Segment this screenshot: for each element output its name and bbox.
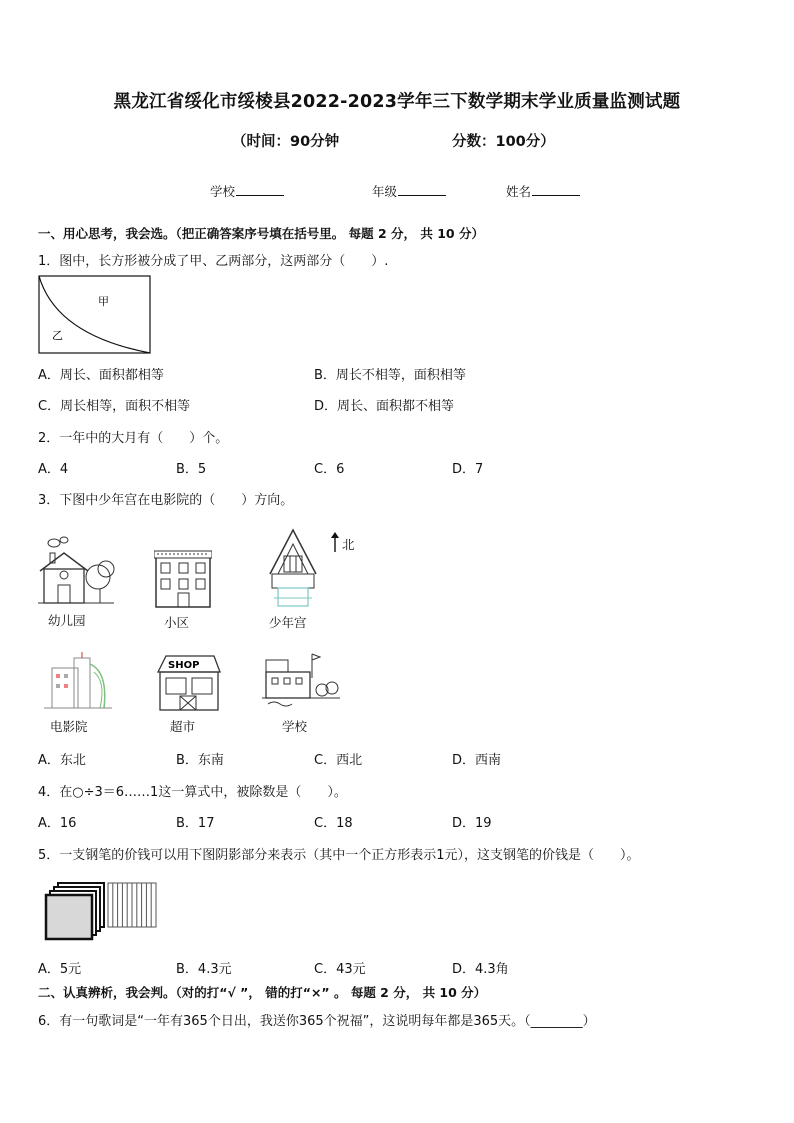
q5-option-b[interactable]: B．4.3元: [176, 962, 232, 977]
q5-option-c[interactable]: C．43元: [314, 962, 366, 977]
grade-label: 年级: [372, 184, 398, 199]
name-field: [506, 182, 580, 200]
q3-option-a[interactable]: A．东北: [38, 753, 86, 768]
school-icon: [262, 652, 340, 712]
q5-stem: 5．一支钢笔的价钱可以用下图阴影部分来表示（其中一个正方形表示1元），这支钢笔的价钱是（ ）。: [38, 848, 640, 863]
q4-stem: 4．在○÷3＝6……1这一算式中，被除数是（ ）。: [38, 785, 347, 800]
north-label: 北: [342, 537, 355, 552]
shop-sign: SHOP: [168, 660, 200, 671]
q1-option-d[interactable]: D．周长、面积都不相等: [314, 399, 455, 414]
school-field: [210, 182, 284, 200]
q1-label-jia: 甲: [98, 295, 109, 308]
label-residential: 小区: [164, 615, 190, 630]
q1-rectangle-figure: [38, 275, 152, 355]
q1-stem: 1．图中，长方形被分成了甲、乙两部分，这两部分（ ）.: [38, 254, 389, 269]
q4-option-c[interactable]: C．18: [314, 816, 353, 831]
q5-shaded-squares-figure: [44, 881, 160, 943]
q3-stem: 3．下图中少年宫在电影院的（ ）方向。: [38, 493, 294, 508]
label-kindergarten: 幼儿园: [48, 613, 86, 628]
q2-stem: 2．一年中的大月有（ ）个。: [38, 431, 229, 446]
exam-score: 分数：100分）: [452, 134, 555, 150]
q2-option-a[interactable]: A．4: [38, 462, 69, 477]
grade-blank[interactable]: [398, 184, 446, 196]
grade-field: [372, 182, 446, 200]
q4-option-a[interactable]: A．16: [38, 816, 77, 831]
q1-option-c[interactable]: C．周长相等，面积不相等: [38, 399, 191, 414]
q1-option-b[interactable]: B．周长不相等，面积相等: [314, 368, 466, 383]
cinema-icon: [44, 652, 112, 714]
q4-option-b[interactable]: B．17: [176, 816, 215, 831]
q6-stem: 6．有一句歌词是“一年有365个日出，我送你365个祝福”，这说明每年都是365天。（________）: [38, 1014, 596, 1029]
exam-time: （时间：90分钟: [232, 134, 340, 150]
q2-option-d[interactable]: D．7: [452, 462, 484, 477]
supermarket-icon: [154, 654, 224, 712]
section1-title: 一、用心思考，我会选。（把正确答案序号填在括号里。 每题 2 分， 共 10 分）: [38, 226, 484, 241]
name-blank[interactable]: [532, 184, 580, 196]
q1-option-a[interactable]: A．周长、面积都相等: [38, 368, 164, 383]
label-cinema: 电影院: [50, 719, 88, 734]
youth-palace-icon: [266, 528, 320, 612]
label-supermarket: 超市: [170, 719, 196, 734]
q3-option-c[interactable]: C．西北: [314, 753, 363, 768]
school-blank[interactable]: [236, 184, 284, 196]
section2-title: 二、认真辨析，我会判。（对的打“√ ”， 错的打“×” 。 每题 2 分， 共 10 分）: [38, 985, 487, 1000]
q2-option-b[interactable]: B．5: [176, 462, 207, 477]
school-label: 学校: [210, 184, 236, 199]
north-arrow-icon: [330, 531, 340, 553]
q1-label-yi: 乙: [52, 329, 63, 342]
label-youth-palace: 少年宫: [269, 615, 307, 630]
name-label: 姓名: [506, 184, 532, 199]
page-title: 黑龙江省绥化市绥棱县2022-2023学年三下数学期末学业质量监测试题: [113, 92, 681, 112]
q4-option-d[interactable]: D．19: [452, 816, 492, 831]
kindergarten-icon: [36, 535, 116, 607]
q5-option-a[interactable]: A．5元: [38, 962, 82, 977]
q5-option-d[interactable]: D．4.3角: [452, 962, 509, 977]
q3-option-d[interactable]: D．西南: [452, 753, 502, 768]
residential-building-icon: [154, 549, 212, 609]
label-school: 学校: [282, 719, 308, 734]
q2-option-c[interactable]: C．6: [314, 462, 345, 477]
q3-option-b[interactable]: B．东南: [176, 753, 224, 768]
